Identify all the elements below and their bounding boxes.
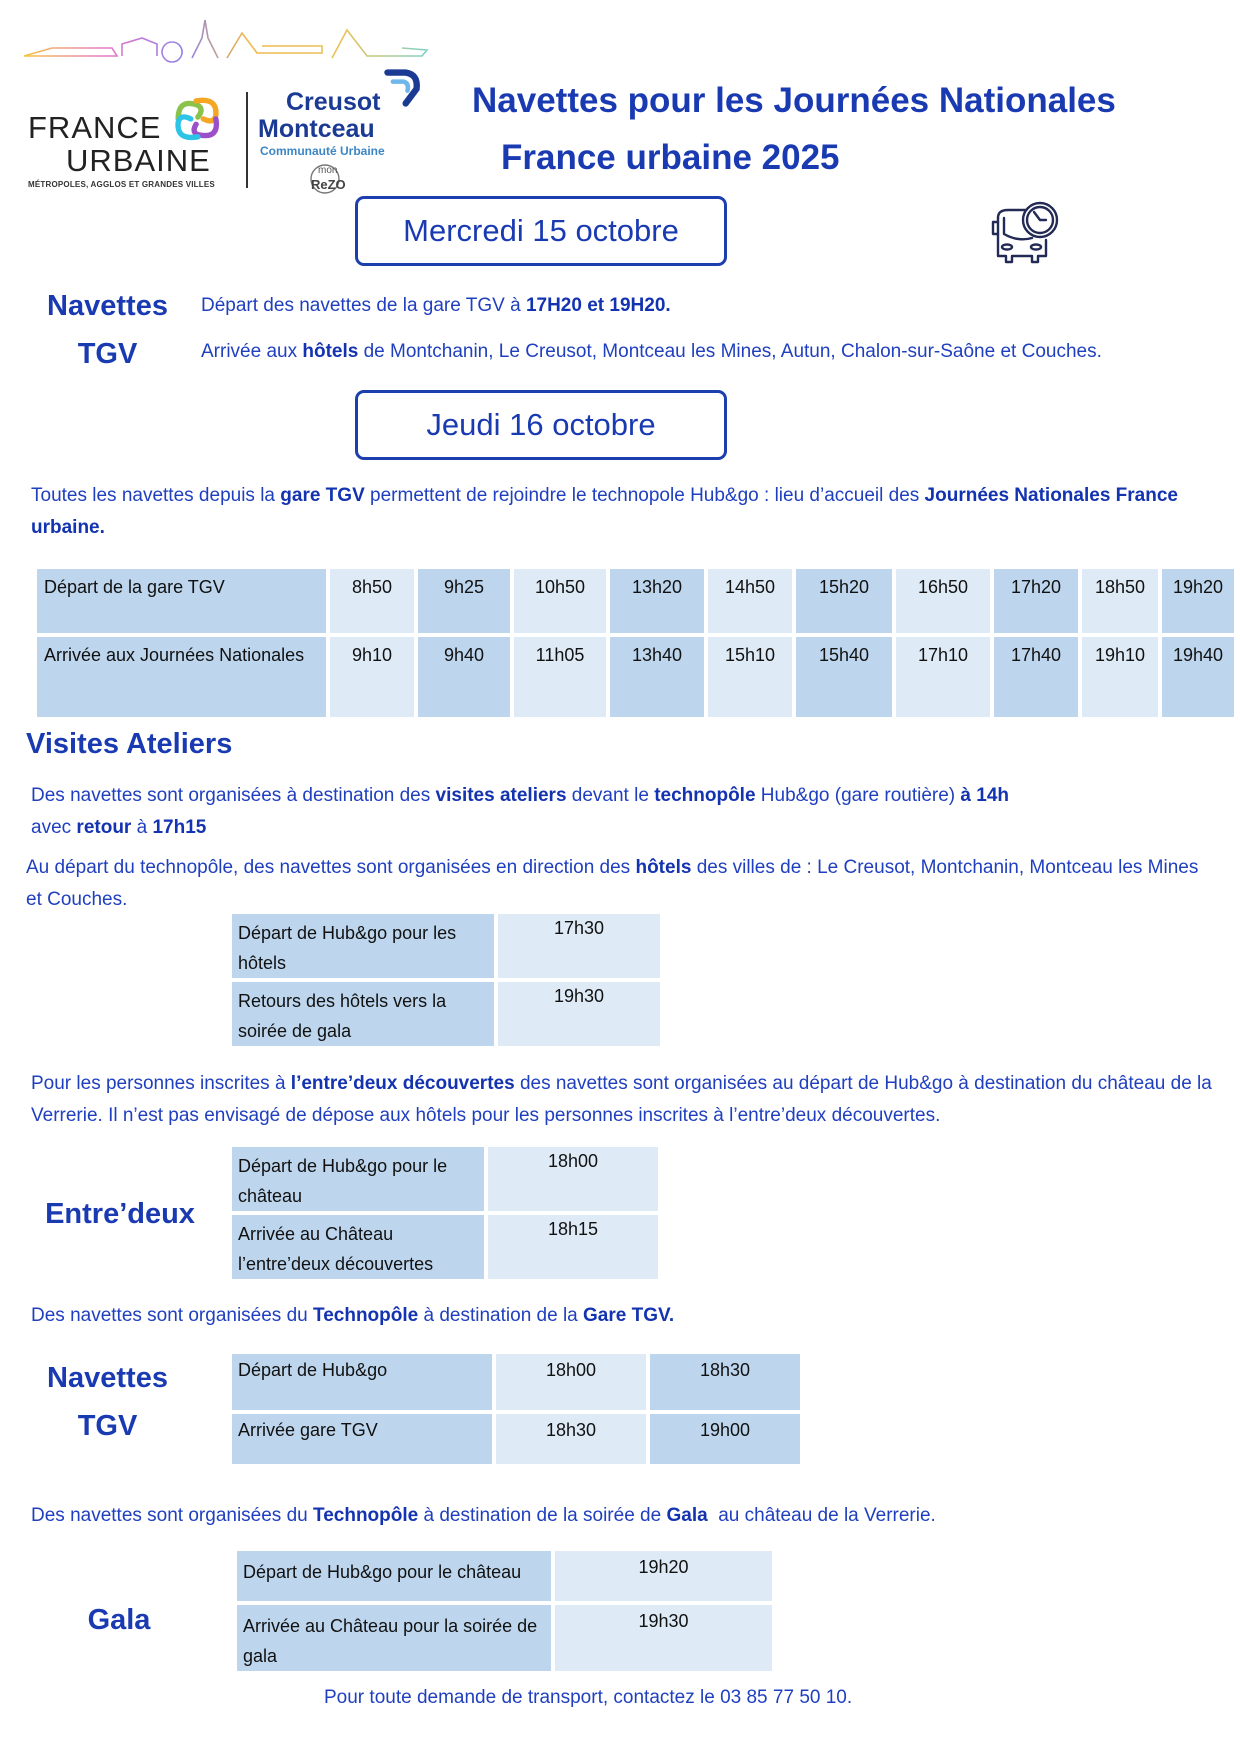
section-label-gala: Gala bbox=[87, 1604, 151, 1636]
text-bold: 17h15 bbox=[152, 817, 207, 838]
text-bold: à 14h bbox=[960, 785, 1010, 806]
section-label-entredeux: Entre’deux bbox=[45, 1198, 195, 1230]
date-heading-day1-text: Mercredi 15 octobre bbox=[403, 213, 679, 248]
text-span: des villes de : Le Creusot, Montchanin, Montceau les Mines et Couches. bbox=[26, 857, 1199, 910]
departure-times: 17H20 et 19H20. bbox=[525, 295, 671, 316]
visites-paragraph-1 bbox=[31, 780, 1211, 844]
time-cell: 16h50 bbox=[896, 569, 990, 633]
text-span: devant le bbox=[566, 785, 655, 806]
time-cell: 18h00 bbox=[488, 1147, 658, 1211]
row-label: Départ de Hub&go pour le château bbox=[232, 1147, 484, 1211]
time-cell: 19h10 bbox=[1082, 637, 1158, 717]
row-label: Arrivée aux Journées Nationales bbox=[37, 637, 326, 717]
time-cell: 19h30 bbox=[555, 1605, 772, 1671]
section-label-navettes-tgv-day1 bbox=[30, 282, 185, 378]
time-cell: 18h15 bbox=[488, 1215, 658, 1279]
table-row bbox=[232, 1354, 800, 1410]
row-label: Retours des hôtels vers la soirée de gala bbox=[232, 982, 494, 1046]
text-span: Des navettes sont organisées à destination des bbox=[31, 785, 436, 806]
text-bold: Technopôle bbox=[313, 1305, 419, 1326]
table-row bbox=[232, 982, 660, 1046]
text-span: de Montchanin, Le Creusot, Montceau les Mines, Autun, Chalon-sur-Saône et Couches. bbox=[358, 341, 1102, 362]
tgv-return-shuttle-table bbox=[228, 1350, 804, 1468]
text-bold: visites ateliers bbox=[435, 785, 567, 806]
text-span: à bbox=[131, 817, 153, 838]
page-title-line1: Navettes pour les Journées Nationales bbox=[472, 81, 1116, 120]
time-cell: 17h30 bbox=[498, 914, 660, 978]
section-label-line1: Navettes bbox=[47, 1362, 168, 1394]
creusot-montceau-arrow-icon bbox=[382, 66, 422, 110]
time-cell: 17h10 bbox=[896, 637, 990, 717]
time-cell: 18h00 bbox=[496, 1354, 646, 1410]
creusot-montceau-line1: Creusot bbox=[286, 88, 381, 116]
gala-paragraph bbox=[31, 1500, 936, 1532]
text-span: Toutes les navettes depuis la bbox=[31, 485, 281, 506]
text-bold: hôtels bbox=[635, 857, 692, 878]
entredeux-shuttle-table bbox=[228, 1143, 662, 1283]
contact-footer: Pour toute demande de transport, contactez le 03 85 77 50 10. bbox=[324, 1687, 853, 1708]
time-cell: 9h25 bbox=[418, 569, 510, 633]
day2-intro-paragraph bbox=[31, 480, 1231, 544]
text-bold: technopôle bbox=[654, 785, 756, 806]
text-span: Hub&go (gare routière) bbox=[755, 785, 961, 806]
time-cell: 19h30 bbox=[498, 982, 660, 1046]
time-cell: 11h05 bbox=[514, 637, 606, 717]
france-urbaine-logo-line2: URBAINE bbox=[66, 143, 211, 178]
time-cell: 18h30 bbox=[496, 1414, 646, 1464]
row-label: Arrivée au Château l’entre’deux découvertes bbox=[232, 1215, 484, 1279]
text-span: Des navettes sont organisées du bbox=[31, 1505, 314, 1526]
section-label-line2: TGV bbox=[77, 1410, 138, 1442]
mon-rezo-logo bbox=[309, 162, 345, 196]
day1-departure-text bbox=[201, 294, 671, 318]
text-span: Départ des navettes de la gare TGV à bbox=[201, 295, 526, 316]
time-cell: 9h40 bbox=[418, 637, 510, 717]
text-bold: hôtels bbox=[302, 341, 359, 362]
time-cell: 9h10 bbox=[330, 637, 414, 717]
skyline-illustration bbox=[22, 18, 442, 63]
text-span: Au départ du technopôle, des navettes sont organisées en direction des bbox=[26, 857, 636, 878]
section-label-line2: TGV bbox=[77, 338, 138, 370]
tgv-return-paragraph bbox=[31, 1300, 674, 1332]
date-heading-day2 bbox=[355, 390, 727, 460]
mon-rezo-line1: mon bbox=[318, 165, 338, 176]
time-cell: 15h20 bbox=[796, 569, 892, 633]
time-cell: 8h50 bbox=[330, 569, 414, 633]
time-cell: 17h20 bbox=[994, 569, 1078, 633]
text-bold: retour bbox=[76, 817, 132, 838]
time-cell: 19h00 bbox=[650, 1414, 800, 1464]
table-row bbox=[237, 1551, 772, 1601]
time-cell: 15h40 bbox=[796, 637, 892, 717]
text-span: à destination de la bbox=[418, 1305, 584, 1326]
text-span: permettent de rejoindre le technopole Hub&go : lieu d’accueil des bbox=[364, 485, 925, 506]
france-urbaine-tagline: MÉTROPOLES, AGGLOS ET GRANDES VILLES bbox=[28, 180, 215, 189]
time-cell: 18h30 bbox=[650, 1354, 800, 1410]
entredeux-paragraph bbox=[31, 1068, 1221, 1132]
bus-clock-icon bbox=[988, 200, 1064, 270]
text-span: à destination de la soirée de bbox=[418, 1505, 667, 1526]
day1-arrival-text bbox=[201, 340, 1102, 364]
hotels-shuttle-table bbox=[228, 910, 664, 1050]
creusot-montceau-subtitle: Communauté Urbaine bbox=[260, 144, 385, 158]
gala-shuttle-table bbox=[233, 1547, 776, 1675]
france-urbaine-knot-icon bbox=[168, 92, 226, 144]
text-bold: Gare TGV. bbox=[583, 1305, 675, 1326]
date-heading-day2-text: Jeudi 16 octobre bbox=[426, 407, 656, 442]
time-cell: 18h50 bbox=[1082, 569, 1158, 633]
text-span: Des navettes sont organisées du bbox=[31, 1305, 314, 1326]
table-row bbox=[37, 569, 1234, 633]
section-label-line1: Navettes bbox=[47, 290, 168, 322]
text-bold: gare TGV bbox=[280, 485, 365, 506]
text-span: Arrivée aux bbox=[201, 341, 303, 362]
visites-paragraph-2 bbox=[26, 852, 1216, 916]
text-span: Pour les personnes inscrites à bbox=[31, 1073, 291, 1094]
row-label: Départ de Hub&go bbox=[232, 1354, 492, 1410]
date-heading-day1 bbox=[355, 196, 727, 266]
text-bold: Technopôle bbox=[313, 1505, 419, 1526]
time-cell: 19h20 bbox=[555, 1551, 772, 1601]
text-span: avec bbox=[31, 817, 77, 838]
table-row bbox=[232, 1215, 658, 1279]
time-cell: 10h50 bbox=[514, 569, 606, 633]
table-row bbox=[232, 1414, 800, 1464]
text-bold: l’entre’deux découvertes bbox=[290, 1073, 515, 1094]
time-cell: 13h40 bbox=[610, 637, 704, 717]
row-label: Départ de Hub&go pour le château bbox=[237, 1551, 551, 1601]
time-cell: 19h20 bbox=[1162, 569, 1234, 633]
section-label-navettes-tgv-day2 bbox=[30, 1354, 185, 1450]
tgv-shuttle-table bbox=[33, 565, 1238, 721]
text-bold: Gala bbox=[666, 1505, 708, 1526]
time-cell: 15h10 bbox=[708, 637, 792, 717]
time-cell: 19h40 bbox=[1162, 637, 1234, 717]
row-label: Arrivée au Château pour la soirée de gala bbox=[237, 1605, 551, 1671]
table-row bbox=[237, 1605, 772, 1671]
logo-divider bbox=[246, 92, 248, 188]
table-row bbox=[37, 637, 1234, 717]
row-label: Départ de la gare TGV bbox=[37, 569, 326, 633]
page-title-line2: France urbaine 2025 bbox=[501, 138, 840, 177]
text-span: des navettes sont organisées au départ de Hub&go à destination du château de la Verrerie. Il n’est pas envisagé de dépose aux hôtels pour les personnes inscrites à l’entre’deux découvertes. bbox=[31, 1073, 1212, 1126]
france-urbaine-logo-line1: FRANCE bbox=[28, 110, 162, 145]
mon-rezo-line2: ReZO bbox=[311, 177, 346, 192]
table-row bbox=[232, 1147, 658, 1211]
time-cell: 13h20 bbox=[610, 569, 704, 633]
section-heading-visites-ateliers: Visites Ateliers bbox=[26, 728, 233, 760]
time-cell: 14h50 bbox=[708, 569, 792, 633]
time-cell: 17h40 bbox=[994, 637, 1078, 717]
text-bold: Journées Nationales France urbaine. bbox=[31, 485, 1178, 538]
creusot-montceau-line2: Montceau bbox=[258, 115, 375, 143]
row-label: Départ de Hub&go pour les hôtels bbox=[232, 914, 494, 978]
row-label: Arrivée gare TGV bbox=[232, 1414, 492, 1464]
table-row bbox=[232, 914, 660, 978]
text-span: au château de la Verrerie. bbox=[707, 1505, 936, 1526]
